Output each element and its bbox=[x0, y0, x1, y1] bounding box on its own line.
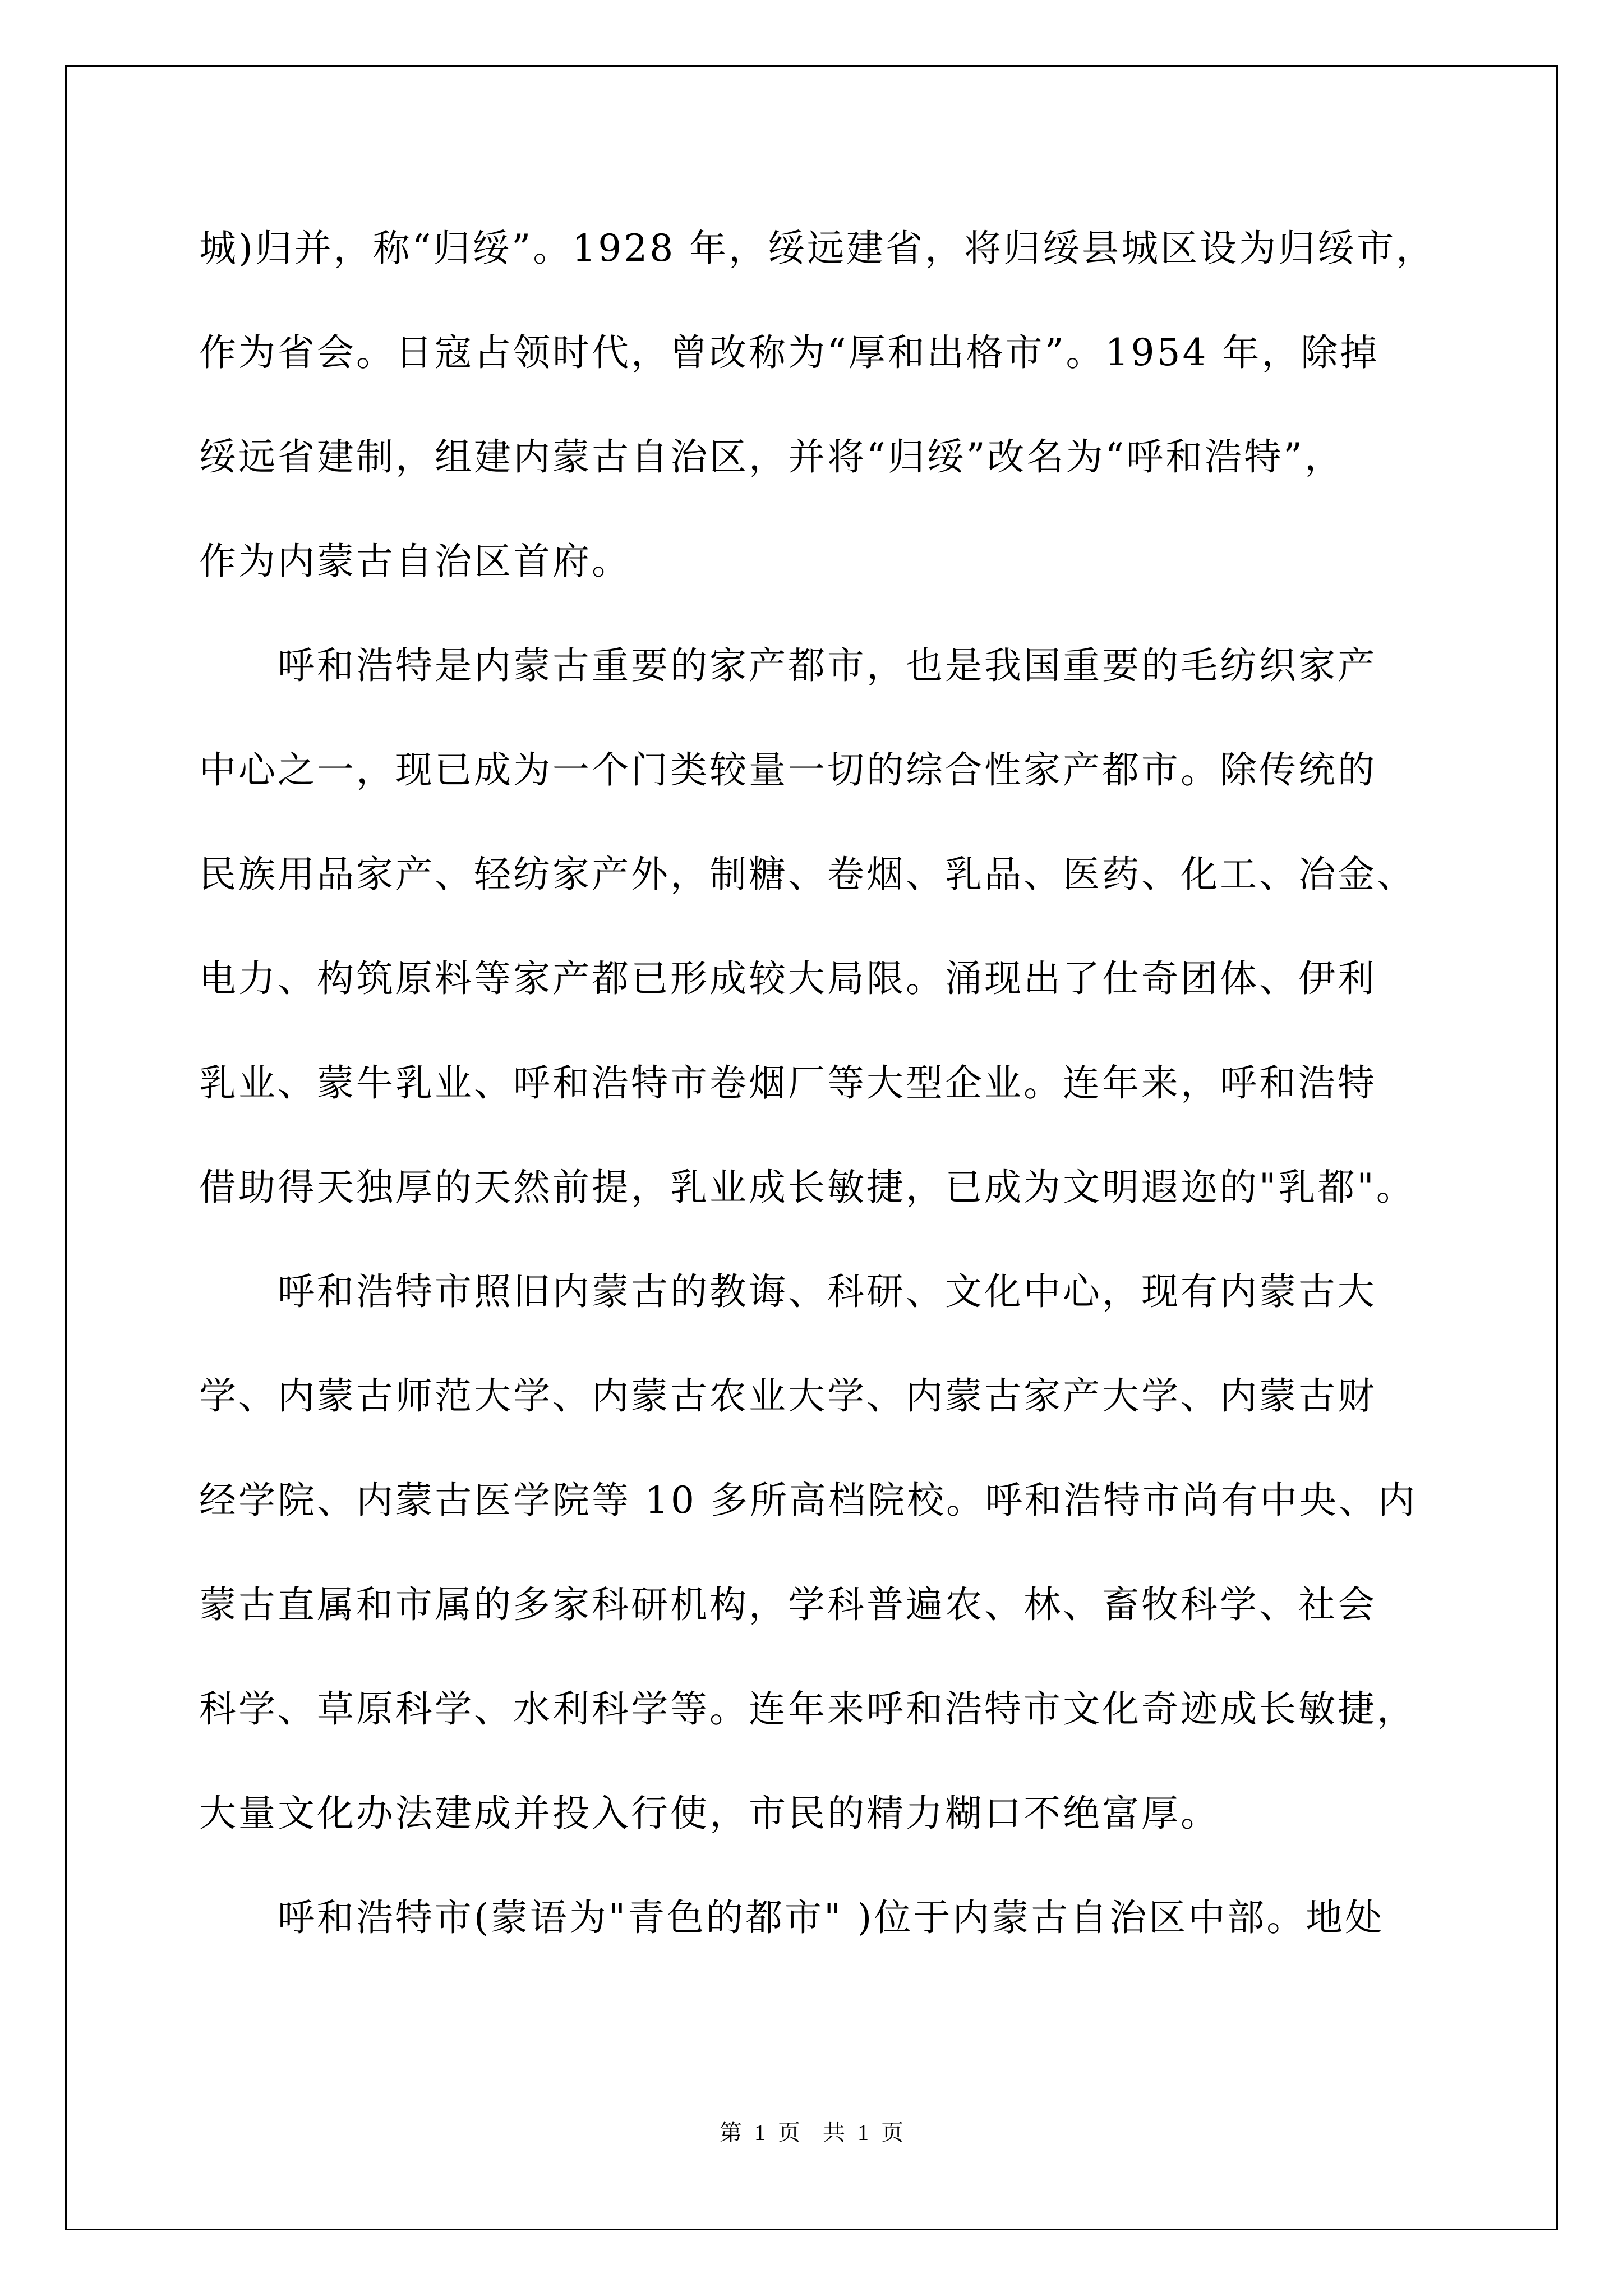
text-line: 民族用品家产、轻纺家产外，制糖、卷烟、乳品、医药、化工、冶金、 bbox=[199, 853, 1416, 896]
text-line: 作为省会。日寇占领时代，曾改称为“厚和出格市”。1954 年，除掉 bbox=[199, 331, 1380, 374]
paragraph-start-line: 呼和浩特市(蒙语为"青色的都市" )位于内蒙古自治区中部。地处 bbox=[278, 1896, 1385, 1939]
text-line: 大量文化办法建成并投入行使，市民的精力糊口不绝富厚。 bbox=[199, 1792, 1220, 1835]
paragraph-start-line: 呼和浩特市照旧内蒙古的教诲、科研、文化中心，现有内蒙古大 bbox=[278, 1270, 1377, 1313]
text-line: 蒙古直属和市属的多家科研机构，学科普遍农、林、畜牧科学、社会 bbox=[199, 1583, 1377, 1626]
paragraph-start-line: 呼和浩特是内蒙古重要的家产都市，也是我国重要的毛纺织家产 bbox=[278, 644, 1377, 687]
text-line: 城)归并，称“归绥”。1928 年，绥远建省，将归绥县城区设为归绥市， bbox=[199, 227, 1436, 270]
text-line: 学、内蒙古师范大学、内蒙古农业大学、内蒙古家产大学、内蒙古财 bbox=[199, 1374, 1377, 1418]
text-line: 中心之一，现已成为一个门类较量一切的综合性家产都市。除传统的 bbox=[199, 748, 1377, 792]
text-line: 借助得天独厚的天然前提，乳业成长敏捷，已成为文明遐迩的"乳都"。 bbox=[199, 1166, 1415, 1209]
text-line: 乳业、蒙牛乳业、呼和浩特市卷烟厂等大型企业。连年来，呼和浩特 bbox=[199, 1061, 1377, 1105]
text-line: 绥远省建制，组建内蒙古自治区，并将“归绥”改名为“呼和浩特”， bbox=[199, 435, 1344, 478]
text-line: 经学院、内蒙古医学院等 10 多所高档院校。呼和浩特市尚有中央、内 bbox=[199, 1479, 1417, 1522]
page-number-footer: 第 1 页 共 1 页 bbox=[720, 2120, 903, 2145]
text-line: 作为内蒙古自治区首府。 bbox=[199, 540, 631, 583]
text-line: 电力、构筑原料等家产都已形成较大局限。涌现出了仕奇团体、伊利 bbox=[199, 957, 1377, 1000]
text-line: 科学、草原科学、水利科学等。连年来呼和浩特市文化奇迹成长敏捷， bbox=[199, 1687, 1416, 1731]
document-body bbox=[199, 196, 1436, 1970]
